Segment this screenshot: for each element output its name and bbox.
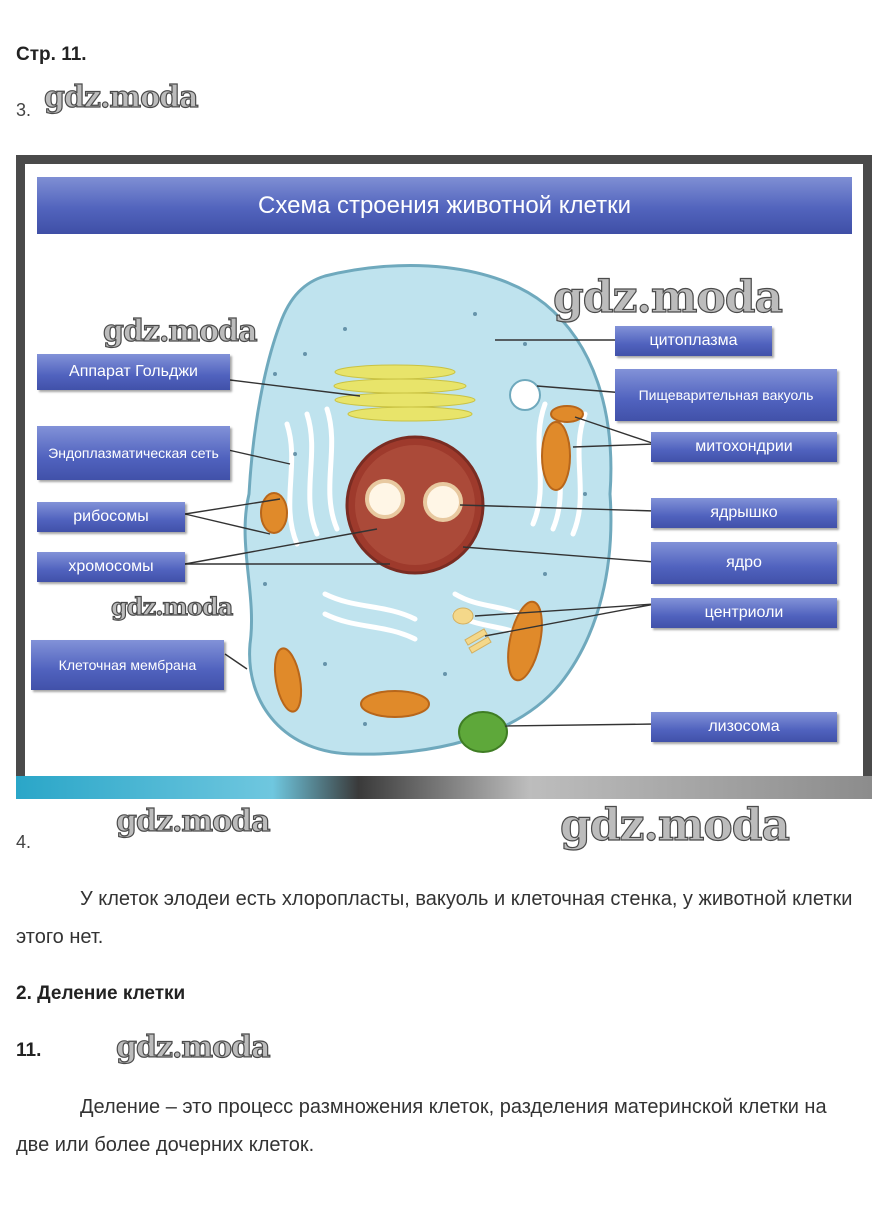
- watermark: gdz.moda: [560, 800, 790, 851]
- label-nucleus: ядро: [651, 542, 837, 584]
- task-4-number: 4.: [16, 832, 32, 852]
- watermark: gdz.moda: [111, 592, 233, 621]
- label-cytoplasm: цитоплазма: [615, 326, 772, 356]
- label-er: Эндоплазматическая сеть: [37, 426, 230, 480]
- nucleolus-right: [425, 484, 461, 520]
- label-nucleolus: ядрышко: [651, 498, 837, 528]
- lysosome: [459, 712, 507, 752]
- nucleolus-left: [367, 481, 403, 517]
- label-chromosomes: хромосомы: [37, 552, 185, 582]
- cell-diagram-canvas: [25, 164, 863, 776]
- figure-decor-band: [16, 776, 872, 799]
- label-golgi: Аппарат Гольджи: [37, 354, 230, 390]
- task-11-answer: Деление – это процесс размножения клеток, разделения материнской клетки на две или более дочерних клеток.: [16, 1096, 827, 1156]
- task-3-number: 3.: [16, 100, 32, 120]
- label-cell-membrane: Клеточная мембрана: [31, 640, 224, 690]
- cell-diagram-figure: [16, 155, 872, 799]
- task-11-number: 11.: [16, 1040, 42, 1061]
- watermark: gdz.moda: [44, 80, 198, 115]
- label-mitochondria: митохондрии: [651, 432, 837, 462]
- label-ribosomes: рибосомы: [37, 502, 185, 532]
- watermark: gdz.moda: [553, 272, 783, 323]
- label-lysosome: лизосома: [651, 712, 837, 742]
- digestive-vacuole: [510, 380, 540, 410]
- label-centrioles: центриоли: [651, 598, 837, 628]
- label-digestive-vacuole: Пищеварительная вакуоль: [615, 369, 837, 421]
- watermark: gdz.moda: [116, 804, 270, 839]
- task-4-answer: У клеток элодеи есть хлоропласты, вакуоль и клеточная стенка, у животной клетки этого нет.: [16, 888, 853, 948]
- page-header: Стр. 11.: [16, 44, 87, 65]
- figure-title: Схема строения животной клетки: [37, 177, 852, 234]
- section-title: 2. Деление клетки: [16, 983, 186, 1004]
- watermark: gdz.moda: [116, 1030, 270, 1065]
- watermark: gdz.moda: [103, 314, 257, 349]
